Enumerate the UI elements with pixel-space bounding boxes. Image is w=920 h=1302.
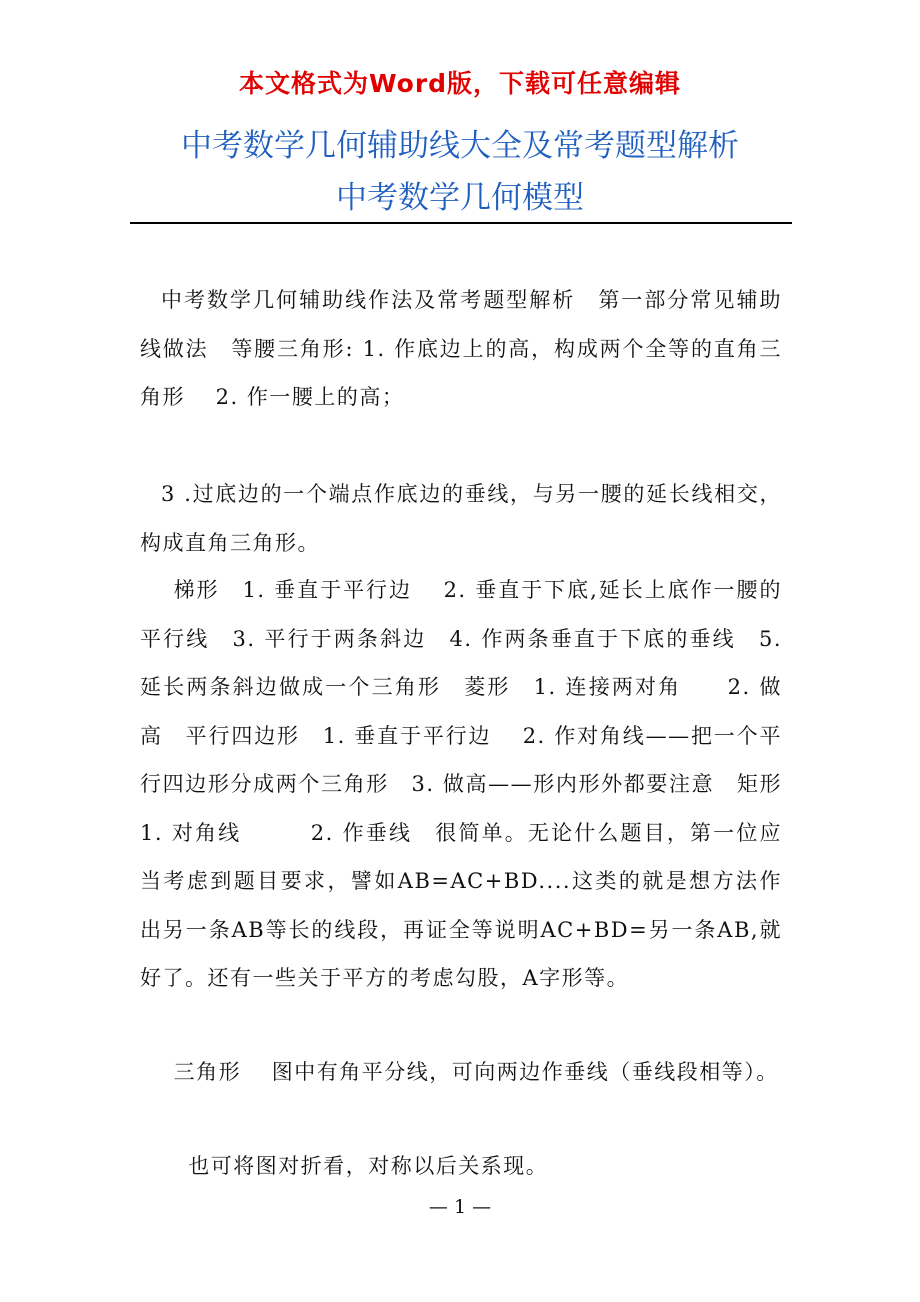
paragraph-2 <box>140 470 782 567</box>
title-divider <box>130 222 792 224</box>
page-number: — 1 — <box>428 1196 492 1218</box>
paragraph-3-text: 梯形 1. 垂直于平行边 2. 垂直于下底,延长上底作一腰的平行线 3. 平行于两条斜边 4. 作两条垂直于下底的垂线 5. 延长两条斜边做成一个三角形 菱形 1. 连接两对角 2. 做高 平行四边形 1. 垂直于平行边 2. 作对角线——把一个平行四边形分成两个三角形 3. 做高——形内形外都要注意 矩形 1. 对角线 2. 作垂线 很简单。无论什么题目，第一位应当考虑到题目要求，譬如AB=AC+BD....这类的就是想方法作出另一条AB等长的线段，再证全等说明AC+BD=另一条AB,就好了。还有一些关于平方的考虑勾股，A字形等。 <box>140 578 805 990</box>
paragraph-5-text: 也可将图对折看，对称以后关系现。 <box>188 1154 549 1178</box>
paragraph-3 <box>140 566 805 1003</box>
title-line-1: 中考数学几何辅助线大全及常考题型解析 <box>181 128 739 164</box>
document-title <box>0 120 920 224</box>
format-notice: 本文格式为Word版，下载可任意编辑 <box>238 69 682 98</box>
paragraph-4 <box>140 1048 782 1097</box>
title-line-2: 中考数学几何模型 <box>336 180 584 216</box>
paragraph-2-text: 3 .过底边的一个端点作底边的垂线，与另一腰的延长线相交，构成直角三角形。 <box>140 482 782 555</box>
paragraph-1-text: 中考数学几何辅助线作法及常考题型解析 第一部分常见辅助线做法 等腰三角形: 1. 作底边上的高，构成两个全等的直角三角形 2. 作一腰上的高； <box>140 288 782 409</box>
paragraph-1 <box>140 276 782 422</box>
paragraph-4-text: 三角形 图中有角平分线，可向两边作垂线（垂线段相等）。 <box>173 1060 779 1084</box>
paragraph-5 <box>140 1142 782 1191</box>
